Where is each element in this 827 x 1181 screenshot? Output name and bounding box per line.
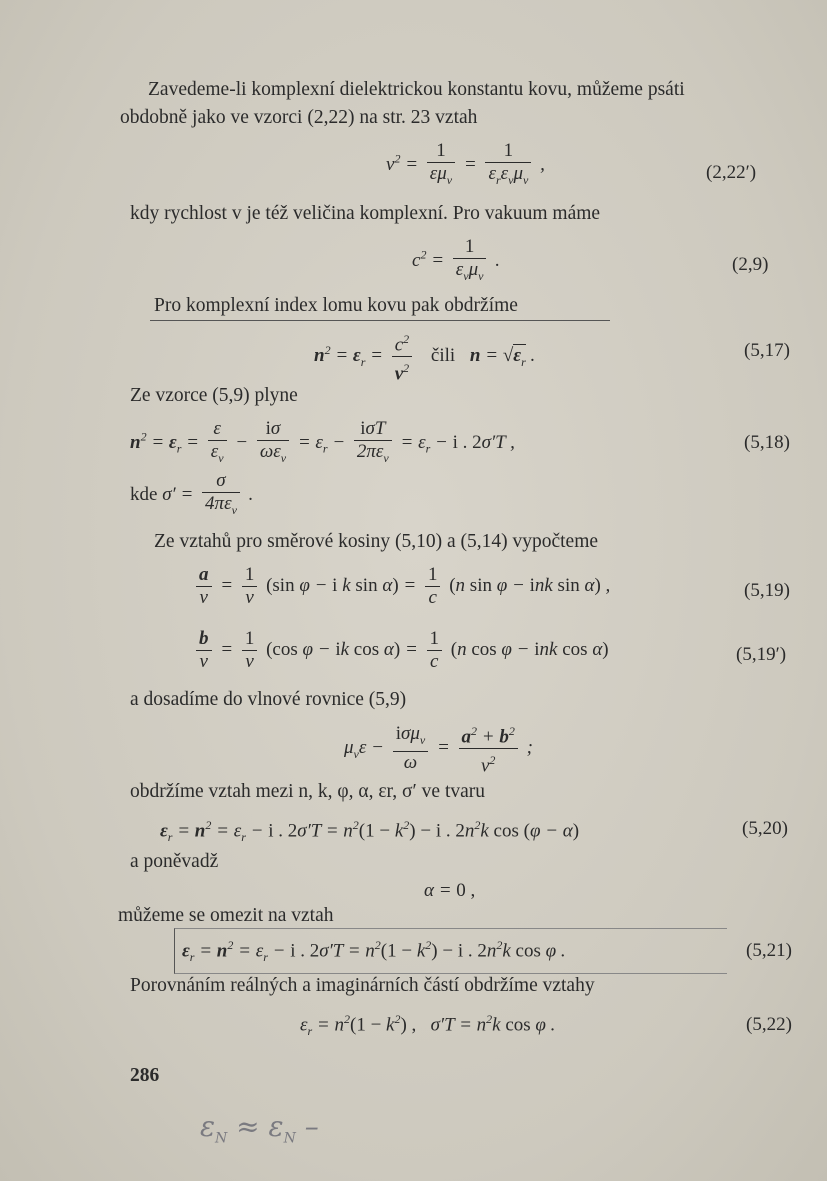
equation-sigma-prime: kde σ′ = $\frac{\sigma}{4\pi\varepsilon_v}$ . xyxy=(130,470,254,517)
equation-alpha-zero: α = 0 , xyxy=(424,880,476,901)
equation-5-17: $n^2 = \varepsilon_r$ = $\frac{c^2}{v^2}$ čili $n = √\varepsilon_r$ . xyxy=(314,328,535,386)
paragraph-line: můžeme se omezit na vztah xyxy=(118,905,334,926)
equation-label: (2,22′) xyxy=(706,162,757,183)
equation-label: (5,20) xyxy=(742,818,788,839)
pencil-scribble: $\varepsilon_N \approx \varepsilon_N$ – xyxy=(200,1110,319,1147)
equation-5-21: $\varepsilon_r = n^2 = \varepsilon_r - i$ . $2\sigma'T = n^2(1 - k^2) - i$ . $2n^2k$ cos φ . xyxy=(182,938,566,965)
paragraph-line: Porovnáním reálných a imaginárních částí obdržíme vztahy xyxy=(130,975,595,996)
paragraph-line: Pro komplexní index lomu kovu pak obdržíme xyxy=(154,295,518,316)
paragraph-line: Zavedeme-li komplexní dielektrickou konstantu kovu, můžeme psáti xyxy=(148,79,685,100)
paragraph-line: a dosadíme do vlnové rovnice (5,9) xyxy=(130,689,407,710)
equation-5-19: $\frac{a}{v}$ = $\frac{1}{v}$ (sin φ − i k sin α) = $\frac{1}{c}$ (n sin φ − ink sin α) , xyxy=(192,564,610,609)
equation-label: (2,9) xyxy=(732,254,769,275)
equation-label: (5,22) xyxy=(746,1014,792,1035)
equation-5-18: $n^2 = \varepsilon_r$ = $\frac{\varepsilon}{\varepsilon_v}$ − $\frac{i\sigma}{\omega\varepsilon_v}$ = $\varepsilon_r$ − $\frac{\text{iσT}}{2\pi\varepsilon_v}$ = $\varepsilon_r - i$ . 2σ′T , xyxy=(130,418,515,465)
paragraph-line: Ze vzorce (5,9) plyne xyxy=(130,385,298,406)
equation-wave: $\mu_v\varepsilon$ − $\frac{i\sigma\mu_v}{\omega}$ = $\frac{a^2 + b^2}{v^2}$ ; xyxy=(344,720,533,778)
equation-2-9: $c^2$ = $\frac{1}{\varepsilon_v\mu_v}$ . xyxy=(412,236,500,283)
paragraph-line: obdržíme vztah mezi n, k, φ, α, εr, σ′ ve tvaru xyxy=(130,781,486,802)
equation-5-19p: $\frac{b}{v}$ = $\frac{1}{v}$ (cos φ − ik cos α) = $\frac{1}{c}$ (n cos φ − ink cos α) xyxy=(192,628,609,673)
pencil-underline xyxy=(150,320,610,321)
equation-label: (5,19) xyxy=(744,580,790,601)
paragraph-line: obdobně jako ve vzorci (2,22) na str. 23 vztah xyxy=(120,107,478,128)
equation-label: (5,21) xyxy=(746,940,792,961)
paragraph-line: a poněvadž xyxy=(130,851,219,872)
equation-label: (5,18) xyxy=(744,432,790,453)
paragraph-line: kdy rychlost v je též veličina komplexní. Pro vakuum máme xyxy=(130,203,601,224)
page-number: 286 xyxy=(130,1065,160,1086)
equation-5-22: $\varepsilon_r = n^2(1 - k^2)$ , $\sigma'T = n^2k$ cos φ . xyxy=(300,1012,556,1039)
equation-5-20: $\varepsilon_r = n^2 = \varepsilon_r - i$ . $2\sigma'T = n^2(1 - k^2) - i$ . $2n^2k$ cos (φ − α) xyxy=(160,818,580,845)
equation-label: (5,17) xyxy=(744,340,790,361)
equation-2-22p: $v^2$ = $\frac{1}{\varepsilon\mu_v}$ = $\frac{1}{\varepsilon_r\varepsilon_v\mu_v}$ , xyxy=(386,140,545,187)
equation-label: (5,19′) xyxy=(736,644,787,665)
paragraph-line: Ze vztahů pro směrové kosiny (5,10) a (5,14) vypočteme xyxy=(154,531,599,552)
